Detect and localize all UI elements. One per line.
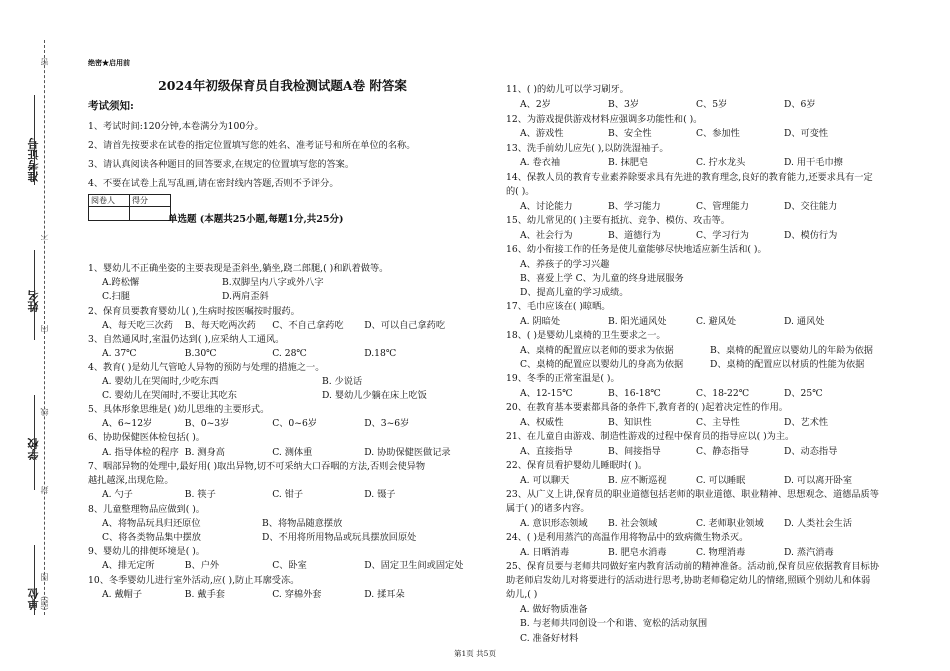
option: A. 日晒消毒 xyxy=(520,547,570,558)
option: D、可以自己拿药吃 xyxy=(364,320,446,331)
option: D、动态指导 xyxy=(784,446,838,457)
option: A、养孩子的学习兴趣 xyxy=(520,259,610,270)
option: C、5岁 xyxy=(696,99,728,110)
option: B. 肥皂水消毒 xyxy=(608,547,667,558)
binding-fill-line xyxy=(34,545,35,615)
option: B. 应不断巡视 xyxy=(608,475,667,486)
option: B. 戴手套 xyxy=(184,589,225,600)
option: D.两肩歪斜 xyxy=(222,291,269,302)
question-text: 7、咽部异物的处理中,最好用( )取出异物,切不可采纳大口吞咽的方法,否则会使异物 xyxy=(88,461,426,472)
question-text: 22、保育员看护婴幼儿睡眠时( )。 xyxy=(506,460,648,471)
option: C、卧室 xyxy=(272,560,307,571)
option: B. 测身高 xyxy=(184,447,225,458)
option: D. 协助保健医做记录 xyxy=(364,447,451,458)
option: B. 筷子 xyxy=(184,489,216,500)
question-text: 13、洗手前幼儿应先( ),以防洗湿袖子。 xyxy=(506,143,669,154)
option: C. 可以睡眠 xyxy=(696,475,746,486)
seal-mark: 线 xyxy=(40,408,49,416)
question-text: 11、( )的幼儿可以学习刷牙。 xyxy=(506,84,629,95)
option: D. 婴幼儿少躺在床上吃饭 xyxy=(322,390,427,401)
question-text: 16、幼小衔接工作的任务是使儿童能够尽快地适应新生活和( )。 xyxy=(506,244,767,255)
option: A、6~12岁 xyxy=(102,418,153,429)
option: A. 卷衣袖 xyxy=(520,157,561,168)
option: C、桌椅的配置应以婴幼儿的身高为依据 xyxy=(520,359,684,370)
binding-label-name: 姓名 xyxy=(27,290,40,312)
option: C. 穿棉外套 xyxy=(272,589,322,600)
question-text: 1、婴幼儿不正确坐姿的主要表现是歪斜坐,躺坐,跷二郎腿,( )和趴着做等。 xyxy=(88,263,389,274)
option: A. 做好物质准备 xyxy=(520,604,588,615)
seal-mark: 密 xyxy=(40,58,49,66)
option: B、道德行为 xyxy=(608,230,661,241)
binding-label-unit: 单位 xyxy=(27,588,40,610)
option: C. 钳子 xyxy=(272,489,304,500)
option: D、艺术性 xyxy=(784,417,829,428)
seal-mark: (题) xyxy=(40,596,49,611)
option: A、直接指导 xyxy=(520,446,573,457)
option: B、桌椅的配置应以婴幼儿的年龄为依据 xyxy=(710,345,873,356)
secret-label: 绝密★启用前 xyxy=(88,58,130,67)
question-text: 25、保育员要与老师共同做好室内教育活动前的精神准备。活动前,保育员应依据教育目标协 xyxy=(506,561,879,572)
option: A. 可以聊天 xyxy=(520,475,570,486)
seal-mark: 不 xyxy=(40,232,49,240)
option: A. 勺子 xyxy=(102,489,133,500)
option: A、讨论能力 xyxy=(520,201,573,212)
score-cell xyxy=(130,207,171,221)
page-footer: 第1页 共5页 xyxy=(454,649,496,658)
option: B、0~3岁 xyxy=(184,418,230,429)
section-heading: 单选题 (本题共25小题,每题1分,共25分) xyxy=(168,214,344,225)
question-text-cont: 助老师启发幼儿对将要进行的活动进行思考,协助老师稳定幼儿的情绪,照顾个别幼儿和体弱 xyxy=(506,575,871,586)
question-text: 19、冬季的正常室温是( )。 xyxy=(506,373,620,384)
option: B、3岁 xyxy=(608,99,639,110)
question-text: 2、保育员要教育婴幼儿( ),生病时按医嘱按时服药。 xyxy=(88,306,300,317)
option: A. 阴暗处 xyxy=(520,316,561,327)
question-text: 9、婴幼儿的排便环境是( )。 xyxy=(88,546,205,557)
option: C. 婴幼儿在哭闹时,不要让其吃东 xyxy=(102,390,237,401)
option: A、将物品玩具归还原位 xyxy=(102,518,201,529)
binding-strip xyxy=(0,0,72,671)
option: D. 镊子 xyxy=(364,489,396,500)
seal-mark: 图 xyxy=(40,573,49,581)
question-text: 21、在儿童自由游戏、制造性游戏的过程中保育员的指导应以( )为主。 xyxy=(506,431,795,442)
option: A.跨松懈 xyxy=(102,277,140,288)
notice-item: 1、考试时间:120分钟,本卷满分为100分。 xyxy=(88,121,264,132)
question-text: 4、教育( )是幼儿气管呛人异物的预防与处理的措施之一。 xyxy=(88,362,325,373)
option: B.30℃ xyxy=(184,348,217,359)
option: C. 避风处 xyxy=(696,316,737,327)
option: C、0~6岁 xyxy=(272,418,317,429)
option: A. 戴帽子 xyxy=(102,589,143,600)
option: D、桌椅的配置应以材质的性能为依据 xyxy=(710,359,865,370)
option: B、学习能力 xyxy=(608,201,661,212)
question-text: 18、( )是婴幼儿桌椅的卫生要求之一。 xyxy=(506,330,666,341)
option: C. 28℃ xyxy=(272,348,307,359)
option: C.扫腿 xyxy=(102,291,130,302)
option: A、游戏性 xyxy=(520,128,564,139)
option: B、户外 xyxy=(184,560,220,571)
binding-label-school: 学校 xyxy=(27,438,40,460)
option: B、间接指导 xyxy=(608,446,661,457)
question-text-cont: 的( )。 xyxy=(506,186,535,197)
option: B、将物品随意摆放 xyxy=(262,518,343,529)
option: D. 用干毛巾擦 xyxy=(784,157,843,168)
option: B、知识性 xyxy=(608,417,652,428)
option: B. 社会领域 xyxy=(608,518,658,529)
option: B. 与老师共同创设一个和谐、宽松的活动氛围 xyxy=(520,618,708,629)
option: A. 婴幼儿在哭闹时,少吃东西 xyxy=(102,376,219,387)
option: C、静态指导 xyxy=(696,446,749,457)
option: C、不自己拿药吃 xyxy=(272,320,344,331)
option: D.18℃ xyxy=(364,348,397,359)
question-text: 20、在教育基本要素都具备的条件下,教育者的( )起着决定性的作用。 xyxy=(506,402,788,413)
option: A、桌椅的配置应以老师的要求为依据 xyxy=(520,345,674,356)
score-label: 得分 xyxy=(130,195,171,207)
question-text: 6、协助保健医体检包括( )。 xyxy=(88,432,205,443)
option: C、参加性 xyxy=(696,128,740,139)
binding-fill-line xyxy=(34,250,35,340)
question-text: 8、儿童整理物品应做到( )。 xyxy=(88,504,205,515)
option: D、提高儿童的学习成绩。 xyxy=(520,287,629,298)
binding-fill-line xyxy=(34,95,35,185)
question-text: 23、从广义上讲,保育员的职业道德包括老师的职业道德、职业精神、思想观念、道德品质等 xyxy=(506,489,879,500)
option: C. 物理消毒 xyxy=(696,547,746,558)
option: A、每天吃三次药 xyxy=(102,320,173,331)
option: C、主导性 xyxy=(696,417,740,428)
option: B. 抹肥皂 xyxy=(608,157,649,168)
option: A、社会行为 xyxy=(520,230,573,241)
question-text: 3、自然通风时,室温仍达到( ),应采纳人工通风。 xyxy=(88,334,285,345)
question-text: 14、保教人员的教育专业素养除要求具有先进的教育理念,良好的教育能力,还要求具有一定 xyxy=(506,172,873,183)
question-text: 10、冬季婴幼儿进行室外活动,应( ),防止耳廓受冻。 xyxy=(88,575,300,586)
option: B. 少说话 xyxy=(322,376,363,387)
option: A、12-15℃ xyxy=(520,388,573,399)
score-table xyxy=(88,194,171,221)
question-text: 12、为游戏提供游戏材料应强调多功能性和( )。 xyxy=(506,114,703,125)
notice-heading: 考试须知: xyxy=(88,100,134,112)
option: D、交往能力 xyxy=(784,201,838,212)
grader-label: 阅卷人 xyxy=(89,195,130,207)
option: C、学习行为 xyxy=(696,230,749,241)
option: D. 揉耳朵 xyxy=(364,589,405,600)
option: D、不用将所用物品或玩具摆放回原处 xyxy=(262,532,417,543)
question-text-cont: 越扎越深,出现危险。 xyxy=(88,475,174,486)
option: B.双脚呈内八字或外八字 xyxy=(222,277,324,288)
option: D、25℃ xyxy=(784,388,823,399)
option: A、权威性 xyxy=(520,417,564,428)
option: C、18-22℃ xyxy=(696,388,749,399)
grader-cell xyxy=(89,207,130,221)
question-text: 15、幼儿常见的( )主要有抵抗、竞争、模仿、攻击等。 xyxy=(506,215,730,226)
option: C. 老师职业领域 xyxy=(696,518,764,529)
option: A. 指导体检的程序 xyxy=(102,447,179,458)
page-title: 2024年初级保育员自我检测试题A卷 附答案 xyxy=(158,78,407,93)
option: D、3~6岁 xyxy=(364,418,410,429)
option: D. 通风处 xyxy=(784,316,825,327)
option: B、安全性 xyxy=(608,128,652,139)
option: B、每天吃两次药 xyxy=(184,320,256,331)
option: D. 可以离开卧室 xyxy=(784,475,853,486)
option: A、排无定所 xyxy=(102,560,155,571)
question-text: 24、( )是利用蒸汽的高温作用将物品中的致病微生物杀灭。 xyxy=(506,532,749,543)
option: D、可变性 xyxy=(784,128,829,139)
notice-item: 4、不要在试卷上乱写乱画,请在密封线内答题,否则不予评分。 xyxy=(88,178,339,189)
option: D、固定卫生间或固定处 xyxy=(364,560,464,571)
option: C. 准备好材料 xyxy=(520,633,579,644)
question-text-cont: 属于( )的诸多内容。 xyxy=(506,503,590,514)
option: C、将各类物品集中摆放 xyxy=(102,532,201,543)
option: A. 意识形态领域 xyxy=(520,518,588,529)
option: B、喜爱上学 C、为儿童的终身进展服务 xyxy=(520,273,684,284)
option: C、管理能力 xyxy=(696,201,749,212)
notice-item: 3、请认真阅读各种题目的回答要求,在规定的位置填写您的答案。 xyxy=(88,159,355,170)
option: A、2岁 xyxy=(520,99,551,110)
option: D. 蒸汽消毒 xyxy=(784,547,834,558)
option: D、模仿行为 xyxy=(784,230,838,241)
option: C. 拧水龙头 xyxy=(696,157,746,168)
seal-mark: 内 xyxy=(40,325,49,333)
question-text-cont: 幼儿,( ) xyxy=(506,589,538,600)
question-text: 17、毛巾应该在( )晾晒。 xyxy=(506,301,611,312)
binding-label-exam-number: 准考证号 xyxy=(27,138,40,182)
option: D. 人类社会生活 xyxy=(784,518,853,529)
option: D、6岁 xyxy=(784,99,816,110)
notice-item: 2、请首先按要求在试卷的指定位置填写您的姓名、准考证号和所在单位的名称。 xyxy=(88,140,416,151)
binding-fill-line xyxy=(34,395,35,490)
option: B. 阳光通风处 xyxy=(608,316,667,327)
option: C. 测体重 xyxy=(272,447,313,458)
option: A. 37℃ xyxy=(102,348,137,359)
seal-mark: 封 xyxy=(40,486,49,494)
question-text: 5、具体形象思维是( )幼儿思维的主要形式。 xyxy=(88,404,270,415)
option: B、16-18℃ xyxy=(608,388,661,399)
